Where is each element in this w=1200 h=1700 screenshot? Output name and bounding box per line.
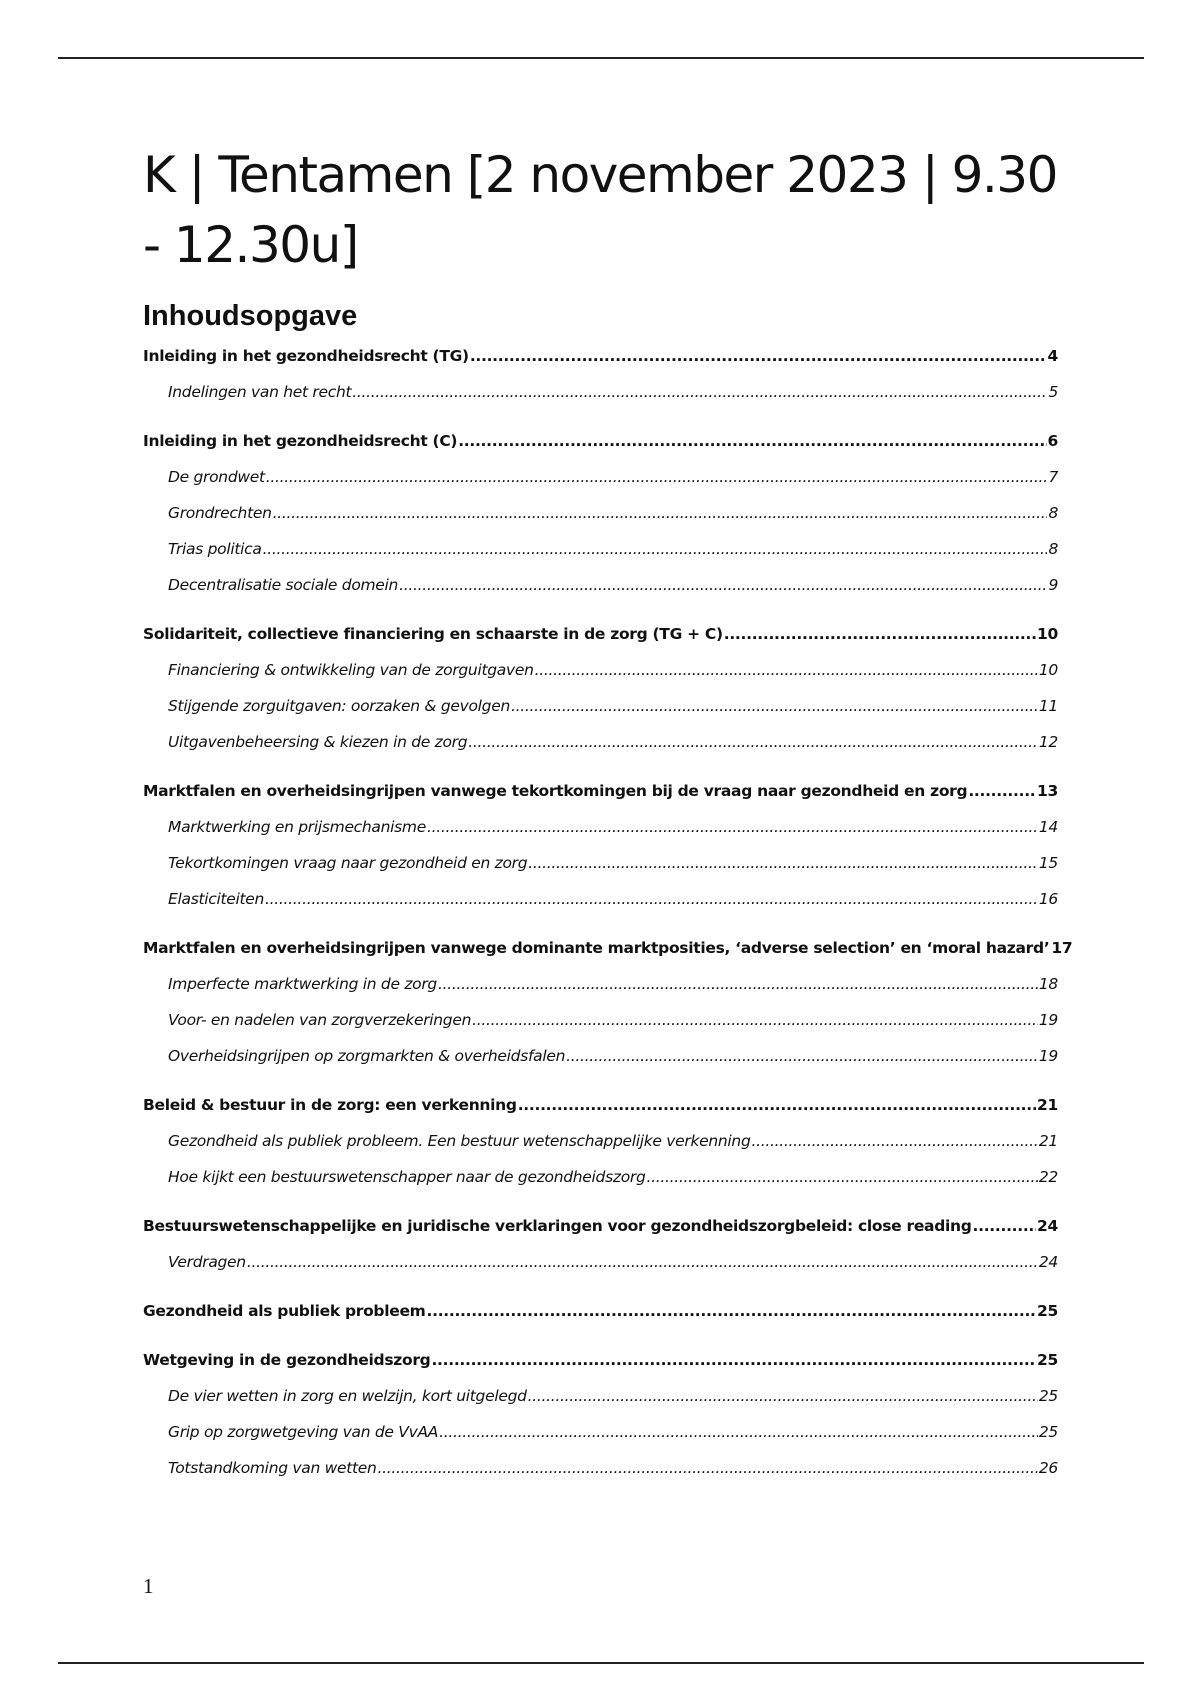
toc-entry-title: Beleid & bestuur in de zorg: een verkenning — [143, 1096, 517, 1114]
toc-entry-title: Financiering & ontwikkeling van de zorguitgaven — [168, 661, 534, 679]
toc-entry-chapter[interactable] — [143, 1302, 1058, 1338]
toc-entry-page: 4 — [1047, 347, 1058, 365]
toc-entry-chapter[interactable] — [143, 939, 1073, 975]
toc-entry-section[interactable] — [143, 468, 1058, 504]
toc-entry-title: Solidariteit, collectieve financiering en schaarste in de zorg (TG + C) — [143, 625, 723, 643]
toc-dot-leader — [973, 1217, 1036, 1235]
toc-dot-leader — [399, 576, 1047, 594]
toc-entry-page: 21 — [1038, 1132, 1058, 1150]
toc-entry-page: 8 — [1048, 540, 1058, 558]
toc-entry-section[interactable] — [143, 504, 1058, 540]
toc-entry-section[interactable] — [143, 1168, 1058, 1204]
toc-entry-chapter[interactable] — [143, 782, 1058, 818]
toc-entry-title: Overheidsingrijpen op zorgmarkten & overheidsfalen — [168, 1047, 566, 1065]
toc-entry-title: Uitgavenbeheersing & kiezen in de zorg — [168, 733, 468, 751]
toc-dot-leader — [535, 661, 1038, 679]
toc-entry-section[interactable] — [143, 697, 1058, 733]
toc-dot-leader — [247, 1253, 1038, 1271]
toc-dot-leader — [518, 1096, 1036, 1114]
toc-entry-page: 25 — [1037, 1351, 1058, 1369]
toc-entry-title: Hoe kijkt een bestuurswetenschapper naar de gezondheidszorg — [168, 1168, 646, 1186]
toc-entry-section[interactable] — [143, 576, 1058, 612]
table-of-contents — [143, 347, 1073, 1495]
toc-dot-leader — [566, 1047, 1038, 1065]
toc-dot-leader — [427, 1302, 1036, 1320]
toc-entry-section[interactable] — [143, 733, 1058, 769]
toc-entry-section[interactable] — [143, 1459, 1058, 1495]
toc-entry-title: Grip op zorgwetgeving van de VvAA — [168, 1423, 439, 1441]
toc-entry-title: Inleiding in het gezondheidsrecht (TG) — [143, 347, 469, 365]
toc-dot-leader — [528, 854, 1038, 872]
toc-dot-leader — [968, 782, 1036, 800]
toc-entry-page: 19 — [1038, 1047, 1058, 1065]
toc-dot-leader — [458, 432, 1046, 450]
toc-entry-page: 26 — [1038, 1459, 1058, 1477]
toc-entry-section[interactable] — [143, 1423, 1058, 1459]
toc-entry-title: Marktwerking en prijsmechanisme — [168, 818, 426, 836]
toc-entry-title: Elasticiteiten — [168, 890, 265, 908]
toc-entry-title: Totstandkoming van wetten — [168, 1459, 377, 1477]
toc-entry-page: 19 — [1038, 1011, 1058, 1029]
toc-entry-title: Wetgeving in de gezondheidszorg — [143, 1351, 431, 1369]
document-title: K | Tentamen [2 november 2023 | 9.30 - 12.30u] — [143, 146, 1057, 274]
page-content — [143, 140, 1073, 1495]
toc-entry-page: 14 — [1038, 818, 1058, 836]
toc-dot-leader — [647, 1168, 1038, 1186]
toc-entry-title: Voor- en nadelen van zorgverzekeringen — [168, 1011, 472, 1029]
toc-entry-section[interactable] — [143, 975, 1058, 1011]
toc-entry-page: 10 — [1038, 661, 1058, 679]
footer-rule — [58, 1662, 1144, 1664]
toc-entry-page: 9 — [1048, 576, 1058, 594]
page-number: 1 — [143, 1574, 154, 1598]
toc-dot-leader — [528, 1387, 1038, 1405]
toc-entry-page: 8 — [1048, 504, 1058, 522]
toc-dot-leader — [468, 733, 1038, 751]
toc-entry-title: Trias politica — [168, 540, 262, 558]
toc-entry-title: Verdragen — [168, 1253, 246, 1271]
toc-entry-page: 5 — [1048, 383, 1058, 401]
toc-entry-page: 25 — [1038, 1387, 1058, 1405]
toc-entry-title: Inleiding in het gezondheidsrecht (C) — [143, 432, 458, 450]
toc-entry-page: 10 — [1037, 625, 1058, 643]
toc-dot-leader — [724, 625, 1036, 643]
toc-dot-leader — [427, 818, 1038, 836]
toc-dot-leader — [470, 347, 1047, 365]
toc-entry-section[interactable] — [143, 1011, 1058, 1047]
toc-dot-leader — [273, 504, 1048, 522]
toc-entry-section[interactable] — [143, 1047, 1058, 1083]
toc-entry-page: 13 — [1037, 782, 1058, 800]
toc-entry-page: 11 — [1038, 697, 1058, 715]
toc-entry-section[interactable] — [143, 383, 1058, 419]
toc-entry-title: De vier wetten in zorg en welzijn, kort uitgelegd — [168, 1387, 527, 1405]
toc-dot-leader — [439, 1423, 1038, 1441]
toc-entry-page: 12 — [1038, 733, 1058, 751]
toc-entry-chapter[interactable] — [143, 347, 1058, 383]
toc-entry-title: Bestuurswetenschappelijke en juridische verklaringen voor gezondheidszorgbeleid: close reading — [143, 1217, 972, 1235]
toc-entry-chapter[interactable] — [143, 1351, 1058, 1387]
toc-entry-title: Decentralisatie sociale domein — [168, 576, 399, 594]
toc-entry-title: Marktfalen en overheidsingrijpen vanwege tekortkomingen bij de vraag naar gezondheid en zorg — [143, 782, 968, 800]
toc-entry-page: 18 — [1038, 975, 1058, 993]
toc-entry-section[interactable] — [143, 890, 1058, 926]
toc-entry-section[interactable] — [143, 1387, 1058, 1423]
toc-entry-title: De grondwet — [168, 468, 265, 486]
toc-entry-page: 6 — [1047, 432, 1058, 450]
toc-entry-title: Tekortkomingen vraag naar gezondheid en zorg — [168, 854, 528, 872]
toc-dot-leader — [431, 1351, 1036, 1369]
toc-entry-chapter[interactable] — [143, 432, 1058, 468]
toc-entry-page: 22 — [1038, 1168, 1058, 1186]
toc-entry-title: Gezondheid als publiek probleem — [143, 1302, 426, 1320]
toc-entry-page: 24 — [1038, 1253, 1058, 1271]
toc-entry-page: 25 — [1038, 1423, 1058, 1441]
toc-entry-section[interactable] — [143, 540, 1058, 576]
toc-dot-leader — [472, 1011, 1038, 1029]
toc-entry-section[interactable] — [143, 1132, 1058, 1168]
toc-entry-chapter[interactable] — [143, 1217, 1058, 1253]
toc-entry-title: Imperfecte marktwerking in de zorg — [168, 975, 437, 993]
toc-entry-chapter[interactable] — [143, 625, 1058, 661]
toc-heading: Inhoudsopgave — [143, 300, 358, 332]
toc-entry-chapter[interactable] — [143, 1096, 1058, 1132]
toc-entry-section[interactable] — [143, 661, 1058, 697]
toc-entry-page: 7 — [1048, 468, 1058, 486]
toc-entry-section[interactable] — [143, 1253, 1058, 1289]
toc-entry-title: Marktfalen en overheidsingrijpen vanwege dominante marktposities, ‘adverse selection’ en ‘moral hazard’ — [143, 939, 1050, 957]
toc-dot-leader — [352, 383, 1047, 401]
toc-entry-title: Gezondheid als publiek probleem. Een bestuur wetenschappelijke verkenning — [168, 1132, 751, 1150]
toc-dot-leader — [752, 1132, 1038, 1150]
toc-entry-title: Grondrechten — [168, 504, 272, 522]
toc-entry-page: 21 — [1037, 1096, 1058, 1114]
toc-entry-page: 15 — [1038, 854, 1058, 872]
toc-entry-section[interactable] — [143, 818, 1058, 854]
toc-dot-leader — [511, 697, 1038, 715]
toc-dot-leader — [263, 540, 1048, 558]
toc-entry-page: 17 — [1051, 939, 1073, 957]
header-rule — [58, 57, 1144, 59]
toc-dot-leader — [265, 890, 1038, 908]
toc-entry-section[interactable] — [143, 854, 1058, 890]
toc-dot-leader — [378, 1459, 1038, 1477]
toc-dot-leader — [266, 468, 1048, 486]
toc-dot-leader — [438, 975, 1038, 993]
toc-entry-page: 25 — [1037, 1302, 1058, 1320]
toc-entry-page: 24 — [1037, 1217, 1058, 1235]
toc-entry-title: Indelingen van het recht — [168, 383, 352, 401]
toc-entry-page: 16 — [1038, 890, 1058, 908]
toc-entry-title: Stijgende zorguitgaven: oorzaken & gevolgen — [168, 697, 510, 715]
